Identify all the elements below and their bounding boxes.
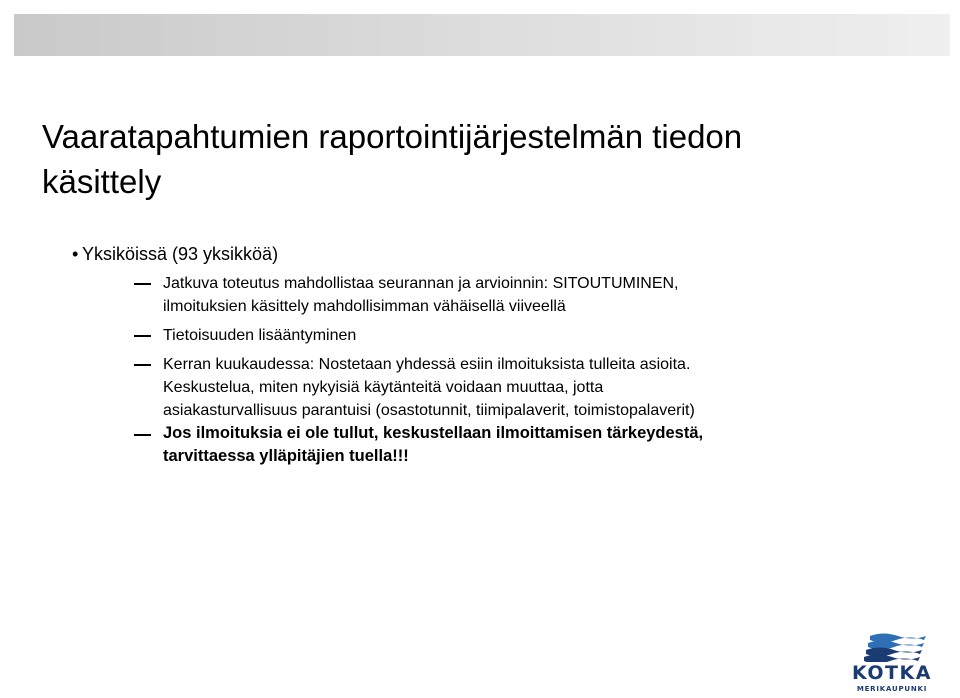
kotka-logo bbox=[846, 632, 938, 694]
dash-marker bbox=[134, 364, 151, 366]
item-line: tarvittaessa ylläpitäjien tuella!!! bbox=[163, 447, 409, 465]
dash-marker bbox=[134, 283, 151, 285]
logo-name: KOTKA bbox=[852, 662, 932, 684]
bullet-text: Yksiköissä (93 yksikköä) bbox=[82, 244, 279, 264]
list-item bbox=[134, 324, 934, 347]
dash-marker bbox=[134, 434, 151, 436]
header-bar bbox=[14, 14, 950, 56]
logo-subtitle: MERIKAUPUNKI bbox=[856, 685, 928, 693]
item-line: Jos ilmoituksia ei ole tullut, keskustellaan ilmoittamisen tärkeydestä, bbox=[163, 424, 704, 442]
waves-flag-icon bbox=[846, 632, 938, 662]
title-line: käsittely bbox=[42, 163, 162, 200]
item-line: asiakasturvallisuus parantuisi (osastotunnit, tiimipalaverit, toimistopalaverit) bbox=[163, 402, 695, 419]
list-item bbox=[134, 422, 934, 468]
bullet-yksikoissa bbox=[72, 243, 278, 265]
dash-marker bbox=[134, 335, 151, 337]
title-line: Vaaratapahtumien raportointijärjestelmän tiedon bbox=[42, 118, 743, 155]
item-line: Keskustelua, miten nykyisiä käytänteitä voidaan muuttaa, jotta bbox=[163, 379, 604, 396]
bullet-marker: • bbox=[72, 244, 79, 264]
item-line: Jatkuva toteutus mahdollistaa seurannan ja arvioinnin: SITOUTUMINEN, bbox=[163, 275, 679, 292]
item-line: Tietoisuuden lisääntyminen bbox=[163, 327, 357, 344]
sub-bullet-list bbox=[134, 272, 934, 474]
item-line: ilmoituksien käsittely mahdollisimman vähäisellä viiveellä bbox=[163, 298, 566, 315]
slide-title bbox=[42, 114, 922, 204]
list-item bbox=[134, 272, 934, 318]
list-item bbox=[134, 353, 934, 422]
item-line: Kerran kuukaudessa: Nostetaan yhdessä esiin ilmoituksista tulleita asioita. bbox=[163, 356, 691, 373]
